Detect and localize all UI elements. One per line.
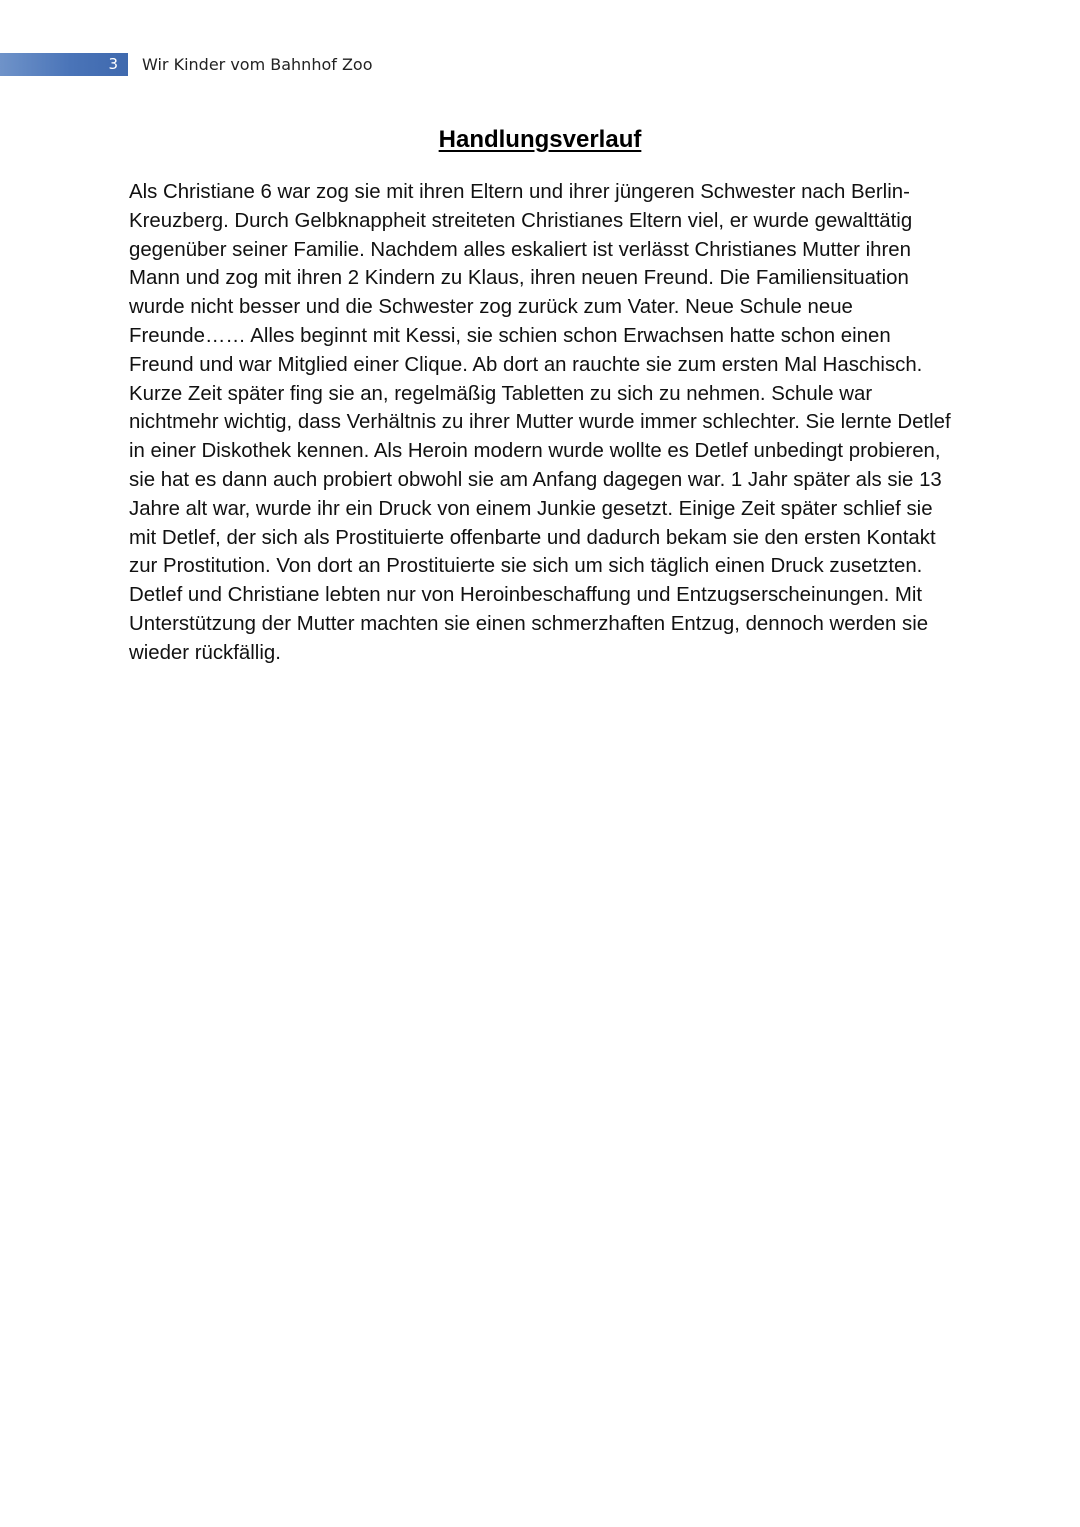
page-heading: Handlungsverlauf <box>438 126 642 153</box>
body-paragraph: Als Christiane 6 war zog sie mit ihren Eltern und ihrer jüngeren Schwester nach Berlin-Kreuzberg. Durch Gelbknappheit streiteten Christianes Eltern viel, er wurde gewalttätig gegenüber seiner Familie. Nachdem alles eskaliert ist verlässt Christianes Mutter ihren Mann und zog mit ihren 2 Kindern zu Klaus, ihren neuen Freund. Die Familiensituation wurde nicht besser und die Schwester zog zurück zum Vater. Neue Schule neue Freunde…… Alles beginnt mit Kessi, sie schien schon Erwachsen hatte schon einen Freund und war Mitglied einer Clique. Ab dort an rauchte sie zum ersten Mal Haschisch. Kurze Zeit später fing sie an, regelmäßig Tabletten zu sich zu nehmen. Schule war nichtmehr wichtig, dass Verhältnis zu ihrer Mutter wurde immer schlechter. Sie lernte Detlef in einer Diskothek kennen. Als Heroin modern wurde wollte es Detlef unbedingt probieren, sie hat es dann auch probiert obwohl sie am Anfang dagegen war. 1 Jahr später als sie 13 Jahre alt war, wurde ihr ein Druck von einem Junkie gesetzt. Einige Zeit später schlief sie mit Detlef, der sich als Prostituierte offenbarte und dadurch bekam sie den ersten Kontakt zur Prostitution. Von dort an Prostituierte sie sich um sich täglich einen Druck zusetzten. Detlef und Christiane lebten nur von Heroinbeschaffung und Entzugserscheinungen. Mit Unterstützung der Mutter machten sie einen schmerzhaften Entzug, dennoch werden sie wieder rückfällig. <box>129 181 951 664</box>
running-title: Wir Kinder vom Bahnhof Zoo <box>142 55 373 74</box>
page-number: 3 <box>108 55 118 73</box>
